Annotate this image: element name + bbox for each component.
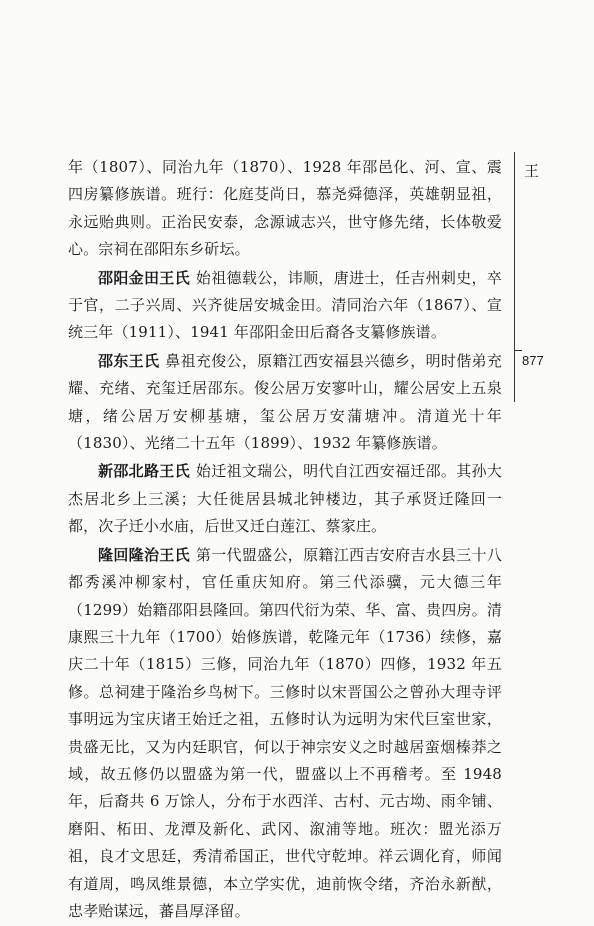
entry-text: 第一代盟盛公，原籍江西吉安府吉水县三十八都秀溪冲柳家村，官任重庆知府。第三代添骥，元大德三年（1299）始籍邵阳县隆回。第四代衍为荣、华、富、贵四房。清康熙三十九年（1700）始修族谱，乾隆元年（1736）续修，嘉庆二十年（1815）三修，同治九年（1870）四修，1932 年五修。总祠建于隆治乡鸟树下。三修时以宋晋国公之曾孙大理寺评事明远为宝庆诸王始迁之祖，五修时认为远明为宋代巨室世家，贵盛无比，又为内廷职官，何以于神宗安义之时越居蛮烟榛莽之域，故五修仍以盟盛为第一代，盟盛以上不再稽考。至 1948 年，后裔共 6 万馀人，分布于水西洋、古村、元古坳、雨伞铺、磨阳、柘田、龙潭及新化、武冈、溆浦等地。班次：盟光添万祖，良才文思廷，秀清希国正，世代守乾坤。祥云调化育，师闻有道周，鸣凤维景德，本立学实优，迪前恢令绪，齐治永新猷，忠孝贻谋远，蕃昌厚泽留。 (68, 545, 502, 920)
entry-heading: 新邵北路王氏 (98, 462, 190, 481)
entry-heading: 邵东王氏 (98, 351, 160, 370)
paragraph-text: 年（1807）、同治九年（1870）、1928 年邵邑化、河、宣、震四房纂修族谱。班行：化庭芟尚日，慕尧舜德泽，英雄朝显祖，永远贻典则。正治民安泰，念源诚志兴，世守修先绪，长体敬爱心。宗祠在邵阳东乡斫坛。 (68, 158, 502, 259)
entry-text: 始祖德载公，讳顺，唐进士，任吉州刺史，卒于官，二子兴周、兴齐徙居安城金田。清同治六年（1867）、宣统三年（1911）、1941 年邵阳金田后裔各支纂修族谱。 (68, 268, 502, 342)
entry-shaodong (68, 348, 502, 458)
entry-heading: 邵阳金田王氏 (98, 268, 190, 287)
margin-rule (514, 152, 515, 402)
page-number: 877 (522, 353, 544, 368)
paragraph-continuation (68, 154, 502, 264)
entry-shaoyang-jintian (68, 265, 502, 347)
entry-xinshao-beilu (68, 458, 502, 540)
margin-tick (514, 350, 522, 351)
entry-heading: 隆回隆治王氏 (98, 545, 190, 564)
body-text (68, 154, 502, 926)
entry-text: 始迁祖文瑞公，明代自江西安福迁邵。其孙大杰居北乡上三溪；大任徙居县城北钟楼边，其子承贤迁隆回一都，次子迁小水庙，后世又迁白莲江、蔡家庄。 (68, 462, 502, 536)
entry-text: 鼻祖充俊公，原籍江西安福县兴德乡，明时偕弟充耀、充绪、充玺迁居邵东。俊公居万安寥叶山，耀公居安上五泉塘，绪公居万安柳基塘，玺公居万安蒲塘冲。清道光十年（1830）、光绪二十五年（1899）、1932 年纂修族谱。 (68, 351, 502, 453)
running-head-surname: 王 (524, 162, 540, 180)
entry-longhui-longzhi (68, 542, 502, 926)
